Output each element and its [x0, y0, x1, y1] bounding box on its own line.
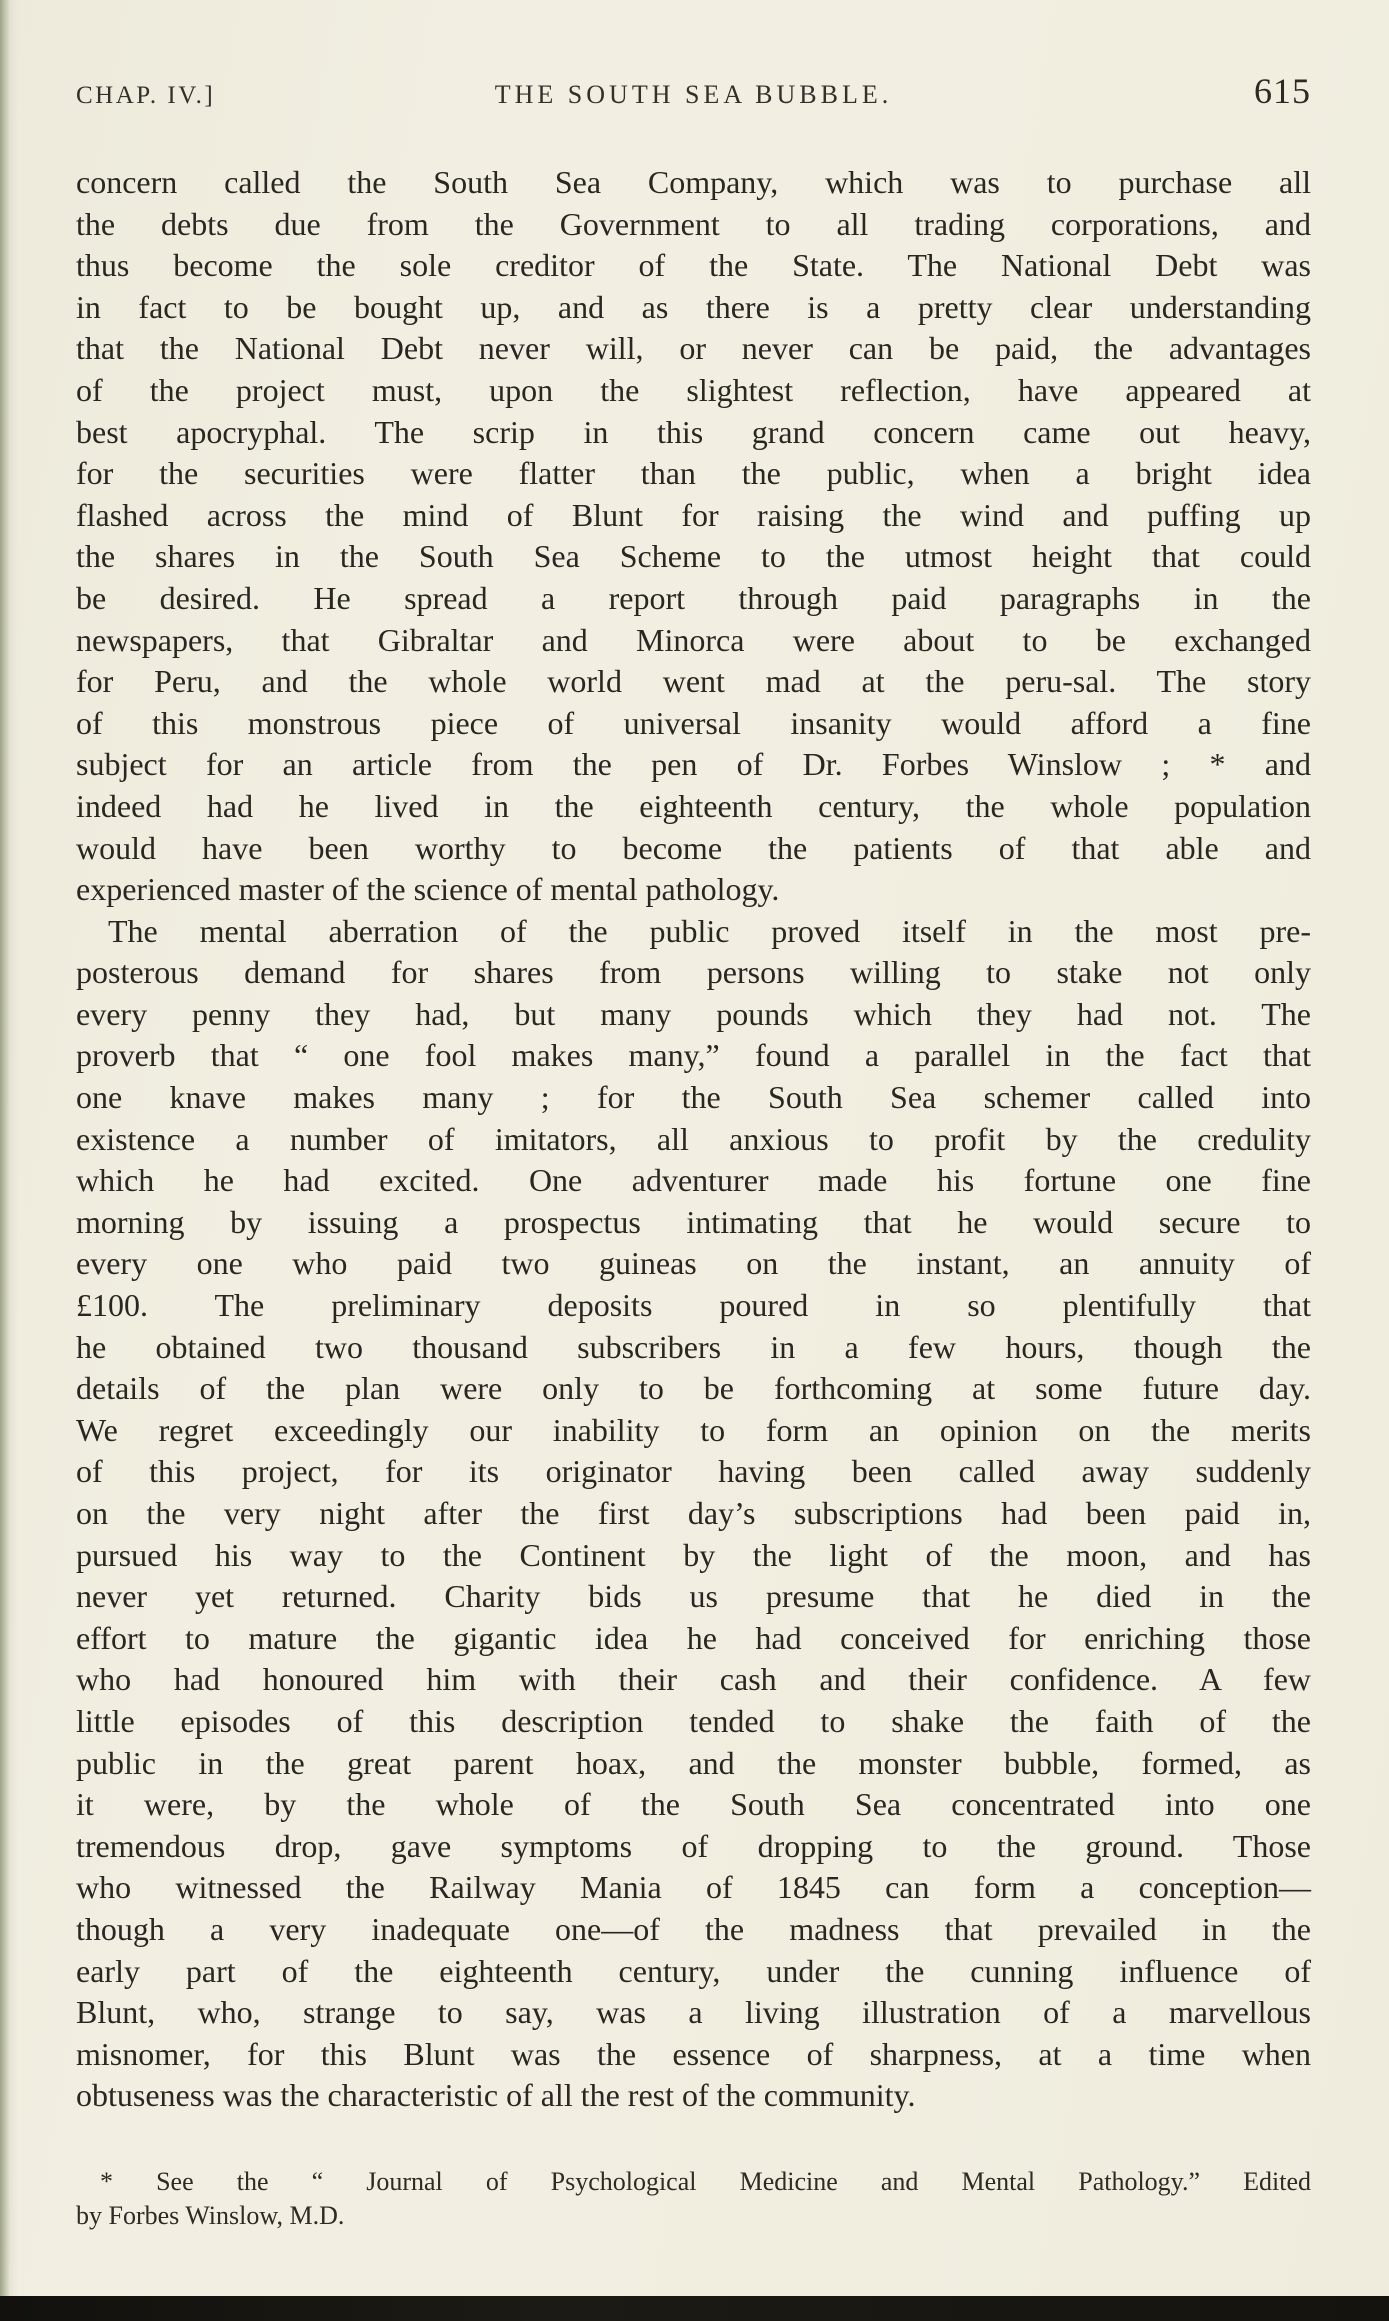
text-line: obtuseness was the characteristic of all the rest of the community.	[76, 2077, 916, 2114]
text-line: flashed across the mind of Blunt for raising the wind and puffing up	[76, 496, 1311, 533]
text-line: that the National Debt never will, or never can be paid, the advantages	[76, 330, 1311, 367]
text-line: * See the “ Journal of Psychological Medicine and Mental Pathology.” Edited	[100, 2166, 1311, 2196]
text-line: Blunt, who, strange to say, was a living illustration of a marvellous	[76, 1994, 1311, 2031]
scan-left-edge	[0, 0, 18, 2321]
text-line: effort to mature the gigantic idea he had conceived for enriching those	[76, 1619, 1311, 1656]
paragraph-1	[76, 162, 1311, 911]
text-line: the debts due from the Government to all trading corporations, and	[76, 205, 1311, 242]
paragraph-2	[76, 911, 1311, 2117]
text-line: would have been worthy to become the patients of that able and	[76, 829, 1311, 866]
chapter-label: CHAP. IV.]	[76, 82, 216, 109]
text-line: one knave makes many ; for the South Sea schemer called into	[76, 1079, 1311, 1116]
scan-bottom-edge	[0, 2296, 1389, 2321]
text-line: newspapers, that Gibraltar and Minorca were about to be exchanged	[76, 621, 1311, 658]
running-header	[76, 70, 1311, 112]
footnote	[76, 2165, 1311, 2234]
text-line: best apocryphal. The scrip in this grand concern came out heavy,	[76, 413, 1311, 450]
text-line: every one who paid two guineas on the instant, an annuity of	[76, 1245, 1311, 1282]
text-line: early part of the eighteenth century, under the cunning influence of	[76, 1952, 1311, 1989]
text-line: existence a number of imitators, all anxious to profit by the credulity	[76, 1120, 1311, 1157]
text-line: concern called the South Sea Company, which was to purchase all	[76, 164, 1311, 200]
text-line: £100. The preliminary deposits poured in so plentifully that	[76, 1287, 1311, 1324]
text-line: every penny they had, but many pounds which they had not. The	[76, 995, 1311, 1032]
text-line: indeed had he lived in the eighteenth century, the whole population	[76, 787, 1311, 824]
body-text	[76, 162, 1311, 2117]
text-line: never yet returned. Charity bids us presume that he died in the	[76, 1578, 1311, 1615]
text-line: We regret exceedingly our inability to form an opinion on the merits	[76, 1411, 1311, 1448]
text-line: public in the great parent hoax, and the monster bubble, formed, as	[76, 1744, 1311, 1781]
text-line: The mental aberration of the public proved itself in the most pre-	[108, 912, 1311, 949]
text-line: misnomer, for this Blunt was the essence of sharpness, at a time when	[76, 2035, 1311, 2072]
page-number: 615	[1254, 71, 1311, 111]
page-title: THE SOUTH SEA BUBBLE.	[494, 80, 893, 109]
text-line: though a very inadequate one—of the madness that prevailed in the	[76, 1910, 1311, 1947]
text-line: the shares in the South Sea Scheme to the utmost height that could	[76, 538, 1311, 575]
text-line: who had honoured him with their cash and their confidence. A few	[76, 1661, 1311, 1698]
text-line: pursued his way to the Continent by the light of the moon, and has	[76, 1536, 1311, 1573]
page-content	[76, 70, 1311, 2234]
text-line: be desired. He spread a report through paid paragraphs in the	[76, 579, 1311, 616]
text-line: it were, by the whole of the South Sea concentrated into one	[76, 1786, 1311, 1823]
text-line: who witnessed the Railway Mania of 1845 can form a conception—	[76, 1869, 1311, 1906]
text-line: he obtained two thousand subscribers in a few hours, though the	[76, 1328, 1311, 1365]
text-line: little episodes of this description tended to shake the faith of the	[76, 1702, 1311, 1739]
text-line: posterous demand for shares from persons willing to stake not only	[76, 954, 1311, 991]
text-line: subject for an article from the pen of Dr. Forbes Winslow ; * and	[76, 746, 1311, 783]
text-line: for Peru, and the whole world went mad at the peru-sal. The story	[76, 663, 1311, 700]
text-line: of this monstrous piece of universal insanity would afford a fine	[76, 704, 1311, 741]
text-line: which he had excited. One adventurer made his fortune one fine	[76, 1162, 1311, 1199]
text-line: of this project, for its originator having been called away suddenly	[76, 1453, 1311, 1490]
text-line: by Forbes Winslow, M.D.	[76, 2201, 345, 2231]
text-line: thus become the sole creditor of the State. The National Debt was	[76, 247, 1311, 284]
text-line: morning by issuing a prospectus intimating that he would secure to	[76, 1203, 1311, 1240]
text-line: of the project must, upon the slightest reflection, have appeared at	[76, 371, 1311, 408]
text-line: on the very night after the first day’s subscriptions had been paid in,	[76, 1495, 1311, 1531]
text-line: for the securities were flatter than the public, when a bright idea	[76, 455, 1311, 492]
text-line: proverb that “ one fool makes many,” found a parallel in the fact that	[76, 1037, 1311, 1074]
text-line: details of the plan were only to be forthcoming at some future day.	[76, 1370, 1311, 1407]
text-line: experienced master of the science of mental pathology.	[76, 871, 780, 908]
text-line: in fact to be bought up, and as there is a pretty clear understanding	[76, 288, 1311, 325]
text-line: tremendous drop, gave symptoms of dropping to the ground. Those	[76, 1827, 1311, 1864]
